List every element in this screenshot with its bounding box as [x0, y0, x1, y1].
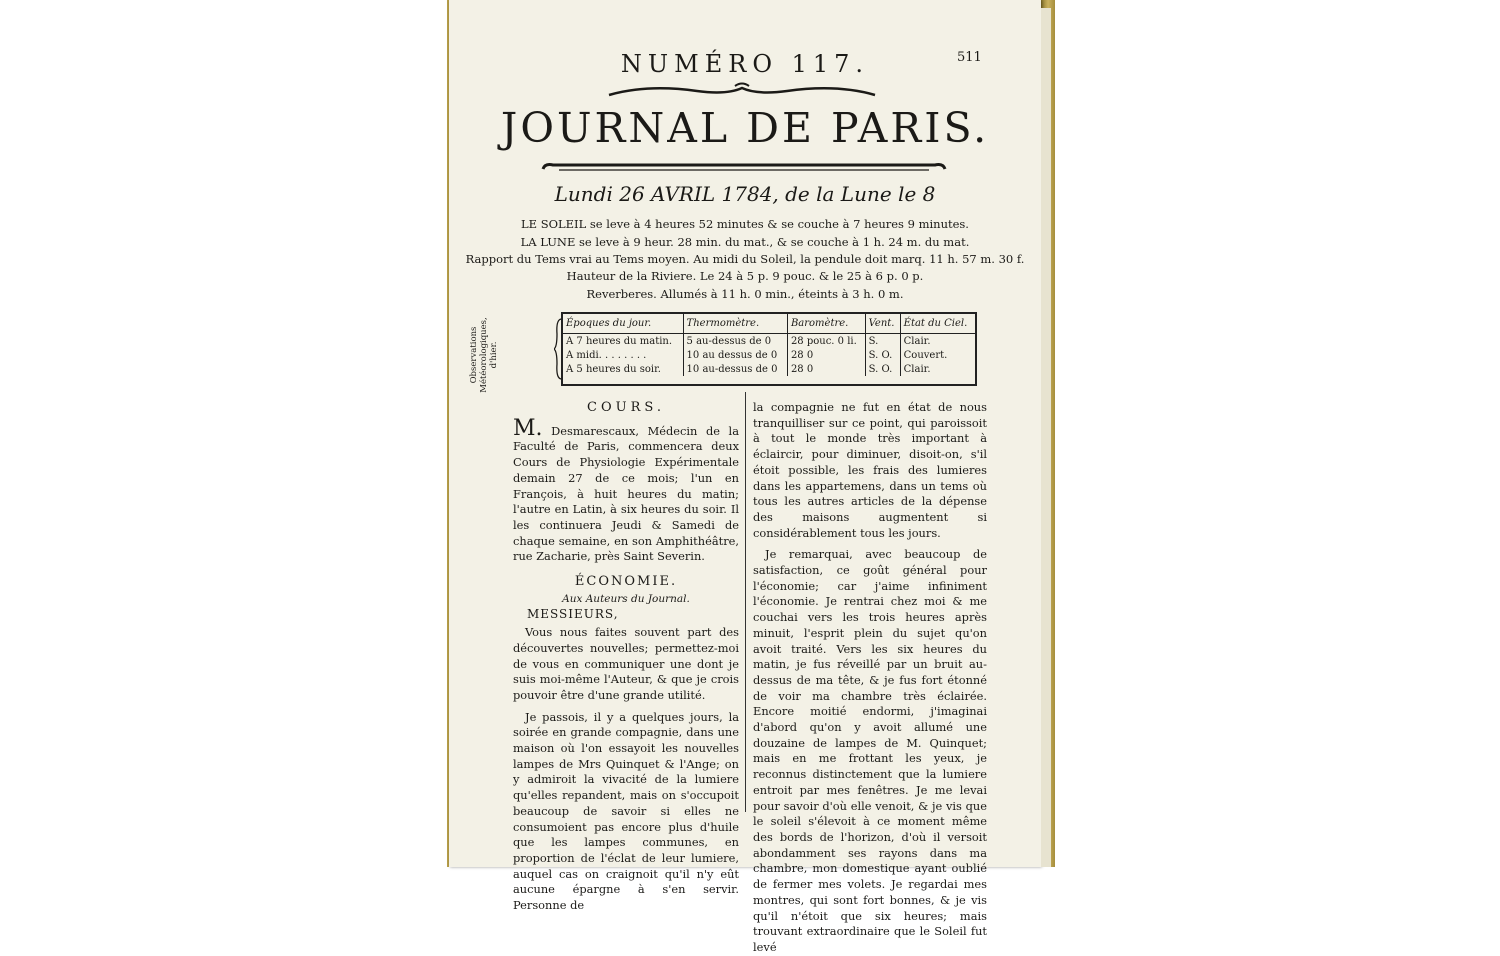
letter-paragraph-3: la compagnie ne fut en état de nous tranquilliser sur ce point, qui paroissoit à tout le monde très important à éclaircir, pour diminuer, disoit-on, s'il étoit possible, les frais des lumieres dans les appartemens, dans un tems où tous les autres articles de la dépense des maisons augmentent si considérablement tous les jours.: [753, 400, 987, 540]
astro-time: Rapport du Tems vrai au Tems moyen. Au midi du Soleil, la pendule doit marq. 11 h. 57 m. 30 f.: [465, 252, 1025, 266]
page-number: 511: [957, 50, 982, 65]
astro-moon: LA LUNE se leve à 9 heur. 28 min. du mat., & se couche à 1 h. 24 m. du mat.: [520, 235, 970, 249]
letter-paragraph-2: Je passois, il y a quelques jours, la soirée en grande compagnie, dans une maison où l'on essayoit les nouvelles lampes de Mrs Quinquet & l'Ange; on y admiroit la vivacité de la lumiere qu'elles repandent, mais on s'occupoit beaucoup de savoir si elles ne consumoient pas encore plus d'huile que les lampes communes, en proportion de l'éclat de leur lumiere, auquel cas on craignoit qu'il n'y eût aucune épargne à s'en servir. Personne de: [513, 709, 739, 913]
cell-vent: S.: [865, 334, 900, 349]
header-epoques: Époques du jour.: [563, 314, 683, 334]
economie-heading: ÉCONOMIE.: [574, 574, 678, 590]
cell-epoque: A midi. . . . . . . .: [566, 349, 647, 361]
letter-paragraph-4: Je remarquai, avec beaucoup de satisfaction, ce goût général pour l'économie; car j'aime infiniment l'économie. Je rentrai chez moi & me couchai vers les trois heures après minuit, l'esprit plein du sujet qu'on avoit traité. Vers les six heures du matin, je fus réveillé par un bruit au-dessus de ma tête, & je fus fort étonné de voir ma chambre très éclairée. Encore moitié endormi, j'imaginai d'abord qu'on y avoit allumé une douzaine de lampes de M. Quinquet; mais en me frottant les yeux, je reconnus distinctement que la lumiere entroit par mes fenêtres. Je me levai pour savoir d'où elle venoit, & je vis que le soleil s'élevoit à ce moment même des bords de l'horizon, d'où il versoit abondamment ses rayons dans ma chambre, mon domestique ayant oublié de fermer mes volets. Je regardai mes montres, qui sont fort bonnes, & je vis qu'il n'étoit que six heures; mais trouvant extraordinaire que le Soleil fut levé: [753, 547, 987, 954]
header-barometre: Baromètre.: [787, 314, 865, 334]
cell-baro: 28 pouc. 0 li.: [787, 334, 865, 349]
dateline: Lundi 26 AVRIL 1784, de la Lune le 8: [554, 182, 936, 206]
left-column: [513, 400, 739, 914]
cours-text: Desmarescaux, Médecin de la Faculté de Paris, commencera deux Cours de Physiologie Expérimentale demain 27 de ce mois; l'un en François, à huit heures du matin; l'autre en Latin, à six heures du soir. Il les continuera Jeudi & Samedi de chaque semaine, en son Amphithéâtre, rue Zacharie, près Saint Severin.: [513, 423, 739, 564]
cell-thermo: 10 au-dessus de 0: [683, 362, 787, 376]
header-vent: Vent.: [865, 314, 900, 334]
cours-heading: COURS.: [587, 400, 665, 415]
cell-thermo: 5 au-dessus de 0: [683, 334, 787, 349]
flourish-ornament: [607, 82, 877, 102]
weather-observations-table: [561, 312, 977, 386]
astro-lamps: Reverberes. Allumés à 11 h. 0 min., éteints à 3 h. 0 m.: [586, 287, 904, 301]
cell-epoque: A 7 heures du matin.: [566, 335, 673, 347]
aux-auteurs-heading: Aux Auteurs du Journal.: [562, 592, 690, 605]
astro-river: Hauteur de la Riviere. Le 24 à 5 p. 9 pouc. & le 25 à 6 p. 0 p.: [566, 269, 924, 283]
cell-ciel: Couvert.: [900, 348, 975, 362]
cours-paragraph: [513, 415, 739, 565]
astro-sun: LE SOLEIL se leve à 4 heures 52 minutes & se couche à 7 heures 9 minutes.: [521, 217, 969, 231]
cell-baro: 28 0: [787, 348, 865, 362]
table-header-row: [563, 314, 975, 334]
cell-thermo: 10 au dessus de 0: [683, 348, 787, 362]
newspaper-page: [449, 0, 1041, 954]
cell-vent: S. O.: [865, 348, 900, 362]
cell-baro: 28 0: [787, 362, 865, 376]
cell-ciel: Clair.: [900, 362, 975, 376]
header-etat-ciel: État du Ciel.: [900, 314, 975, 334]
masthead-title: JOURNAL DE PARIS.: [500, 104, 990, 152]
cell-ciel: Clair.: [900, 334, 975, 349]
salutation: MESSIEURS,: [527, 607, 619, 622]
table-row: [563, 362, 975, 376]
column-rule: [745, 392, 746, 812]
cours-dropcap: M.: [513, 415, 543, 441]
table-row: [563, 334, 975, 349]
header-thermometre: Thermomètre.: [683, 314, 787, 334]
masthead-rule: [539, 160, 949, 174]
observations-side-label: Observations Météorologiques, d'hier.: [469, 317, 499, 393]
page-edge: [1041, 8, 1051, 867]
table-row: [563, 348, 975, 362]
cell-epoque: A 5 heures du soir.: [566, 363, 661, 375]
letter-paragraph-1: Vous nous faites souvent part des découvertes nouvelles; permettez-moi de vous en communiquer une dont je suis moi-même l'Auteur, & que je crois pouvoir être d'une grande utilité.: [513, 625, 739, 702]
cell-vent: S. O.: [865, 362, 900, 376]
issue-number: NUMÉRO 117.: [620, 50, 870, 78]
right-column: [753, 400, 987, 956]
